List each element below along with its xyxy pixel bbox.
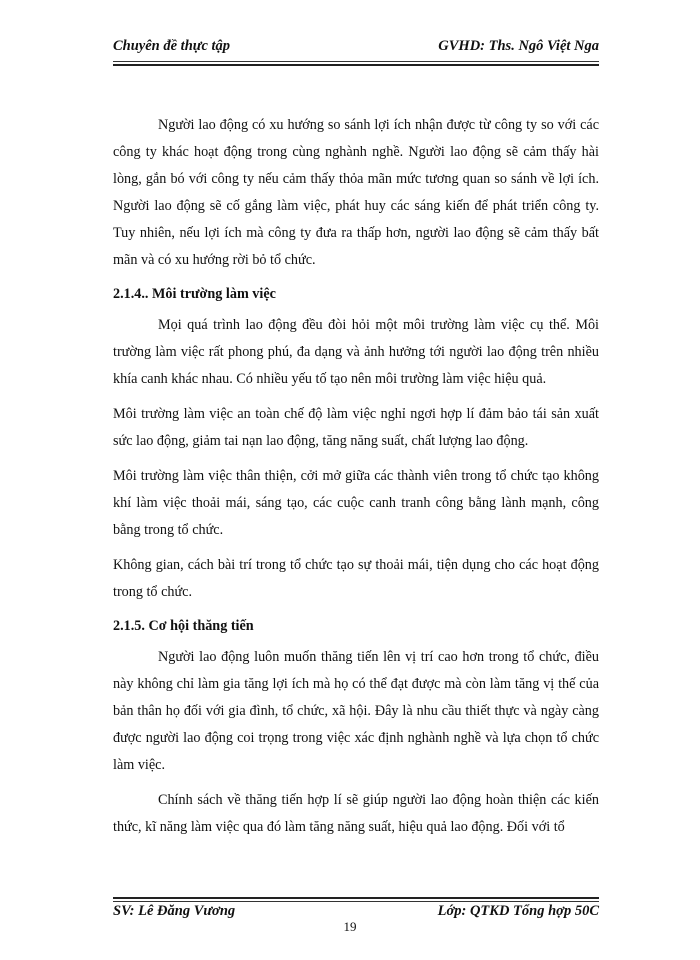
- heading-promotion-opportunity: 2.1.5. Cơ hội thăng tiến: [113, 618, 254, 634]
- paragraph-friendly-environment: Môi trường làm việc thân thiện, cởi mở giữa các thành viên trong tổ chức tạo không khí làm việc thoải mái, sáng tạo, các cuộc canh tranh công bằng lành mạnh, công bằng trong tổ chức.: [113, 468, 599, 538]
- header-rule-thick: [113, 64, 599, 66]
- paragraph-benefit-comparison: Người lao động có xu hướng so sánh lợi ích nhận được từ công ty so với các công ty khác hoạt động trong cùng nghành nghề. Người lao động sẽ cảm thấy hài lòng, gắn bó với công ty nếu cảm thấy thỏa mãn mức tương quan so sánh về lợi ích. Người lao động sẽ cố gắng làm việc, phát huy các sáng kiến để phát triển công ty. Tuy nhiên, nếu lợi ích mà công ty đưa ra thấp hơn, người lao động sẽ cảm thấy bất mãn và có xu hướng rời bỏ tổ chức.: [113, 117, 599, 268]
- heading-work-environment: 2.1.4.. Môi trường làm việc: [113, 286, 276, 302]
- footer-rule-thick: [113, 897, 599, 899]
- footer-class: Lớp: QTKD Tổng hợp 50C: [437, 903, 599, 919]
- footer-student: SV: Lê Đăng Vương: [113, 903, 236, 919]
- paragraph-work-environment: Mọi quá trình lao động đều đòi hỏi một môi trường làm việc cụ thể. Môi trường làm việc rất phong phú, đa dạng và ảnh hưởng tới người lao động trên nhiều khía canh khác nhau. Có nhiều yếu tố tạo nên môi trường làm việc hiệu quả.: [113, 317, 599, 387]
- header-supervisor: GVHD: Ths. Ngô Việt Nga: [438, 38, 599, 54]
- page-body: [113, 112, 599, 841]
- header-report-title: Chuyên đề thực tập: [113, 38, 231, 54]
- footer-rule: [113, 901, 599, 902]
- paragraph-space-layout: Không gian, cách bài trí trong tổ chức tạo sự thoải mái, tiện dụng cho các hoạt động trong tổ chức.: [113, 557, 599, 600]
- paragraph-promotion-desire: Người lao động luôn muốn thăng tiến lên vị trí cao hơn trong tổ chức, điều này không chỉ làm gia tăng lợi ích mà họ có thể đạt được mà còn làm tăng vị thế của bản thân họ đối với gia đình, tổ chức, xã hội. Đây là nhu cầu thiết thực và ngày càng được người lao động coi trọng trong việc xác định nghành nghề và lựa chọn tổ chức làm việc.: [113, 649, 599, 773]
- paragraph-safe-environment: Môi trường làm việc an toàn chế độ làm việc nghỉ ngơi hợp lí đảm bảo tái sản xuất sức lao động, giảm tai nạn lao động, tăng năng suất, chất lượng lao động.: [113, 406, 599, 449]
- header-rule: [113, 61, 599, 62]
- page-number: 19: [343, 919, 357, 934]
- paragraph-promotion-policy: Chính sách về thăng tiến hợp lí sẽ giúp người lao động hoàn thiện các kiến thức, kĩ năng làm việc qua đó làm tăng năng suất, hiệu quả lao động. Đối với tổ: [113, 792, 599, 835]
